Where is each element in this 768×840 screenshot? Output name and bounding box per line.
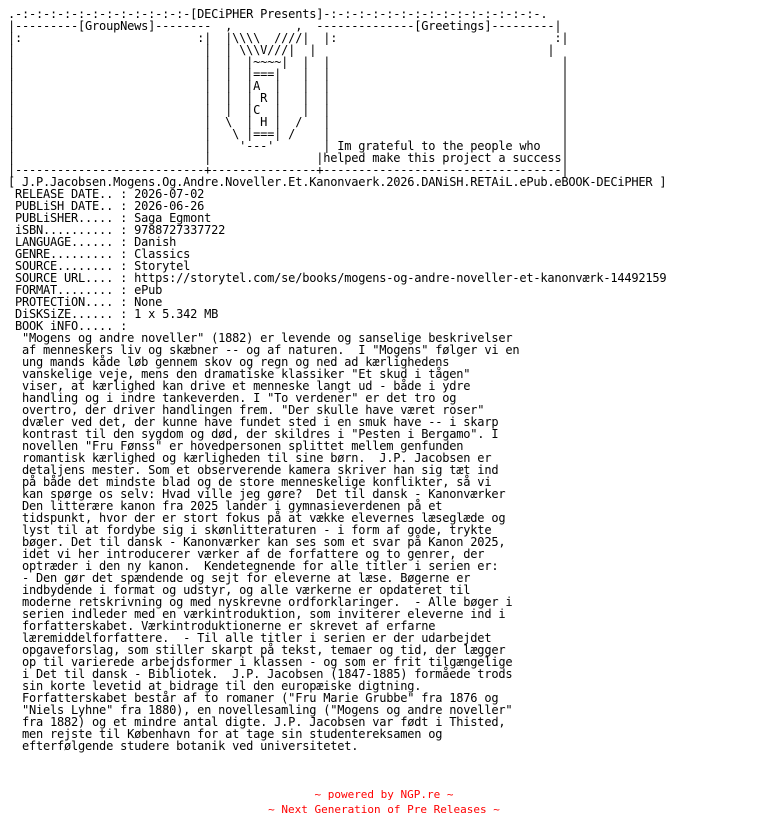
nfo-line: | | \ | H | / | | [8, 115, 569, 129]
nfo-line: vanskelige veje, mens den dramatiske klassiker "Et skud i tågen" [8, 367, 471, 381]
footer-tagline: ~ Next Generation of Pre Releases ~ [268, 803, 500, 816]
nfo-line: "Mogens og andre noveller" (1882) er levende og sanselige beskrivelser [8, 331, 513, 345]
nfo-line: læremiddelforfattere. - Til alle titler i serien er der udarbejdet [8, 631, 492, 645]
nfo-line: af menneskers liv og skæbner -- og af naturen. I "Mogens" følger vi en [8, 343, 520, 357]
nfo-line: ung mands kåde løb gennem skov og regn og ned ad kærlighedens [8, 355, 450, 369]
nfo-line: | | | |===| | | | [8, 67, 569, 81]
nfo-line: i Det til dansk - Bibliotek. J.P. Jacobsen (1847-1885) formåede trods [8, 667, 513, 681]
nfo-line: PUBLiSHER..... : Saga Egmont [8, 211, 212, 225]
nfo-line: |---------------------------+---------------+----------------------------------| [8, 163, 569, 177]
nfo-line: .-:-:-:-:-:-:-:-:-:-:-:-:-[DECiPHER Presents]-:-:-:-:-:-:-:-:-:-:-:-:-:-:-:-. [8, 7, 548, 21]
nfo-line: |: :| |\\\\ ////| |: :| [8, 31, 569, 45]
nfo-line: PUBLiSH DATE.. : 2026-06-26 [8, 199, 205, 213]
nfo-line: PROTECTiON.... : None [8, 295, 163, 309]
nfo-line: kan spørge os selv: Hvad ville jeg gøre? Det til dansk - Kanonværker [8, 487, 506, 501]
nfo-line: indbydende i format og udstyr, og alle værkerne er opdateret til [8, 583, 471, 597]
nfo-line: - Den gør det spændende og sejt for eleverne at læse. Bøgerne er [8, 571, 471, 585]
nfo-line: | | | | R | | | | [8, 91, 569, 105]
nfo-line: overtro, der driver handlingen frem. "Der skulle have været roser" [8, 403, 485, 417]
nfo-line: bøger. Det til dansk - Kanonværker kan ses som et svar på Kanon 2025, [8, 535, 506, 549]
nfo-line: |---------[GroupNews]-------- , , --------------[Greetings]---------| [8, 19, 562, 33]
nfo-line: | | '---' | Im grateful to the people who | [8, 139, 569, 153]
footer-powered-by: ~ powered by NGP.re ~ [314, 788, 454, 801]
nfo-line: optræder i den ny kanon. Kendetegnende for alle titler i serien er: [8, 559, 499, 573]
nfo-line: opgaveforslag, som stiller skarpt på tekst, temaer og tid, der lægger [8, 643, 506, 657]
nfo-line: SOURCE URL.... : https://storytel.com/se/books/mogens-og-andre-noveller-et-kanonværk-14492159 [8, 271, 667, 285]
nfo-line: iSBN.......... : 9788727337722 [8, 223, 226, 237]
nfo-line: men rejste til København for at tage sin studentereksamen og [8, 727, 443, 741]
nfo-line: Forfatterskabet består af to romaner ("Fru Marie Grubbe" fra 1876 og [8, 691, 499, 705]
nfo-line: | | | |C | | | | [8, 103, 569, 117]
nfo-line: idet vi her introducerer værker af de forfattere og to genrer, der [8, 547, 485, 561]
nfo-line: detaljens mester. Som et observerende kamera skriver han sig tæt ind [8, 463, 499, 477]
nfo-line: kontrast til den sygdom og død, der skildres i "Pesten i Bergamo". I [8, 427, 499, 441]
nfo-line: | | |helped make this project a success| [8, 151, 569, 165]
nfo-line: Den litterære kanon fra 2025 lander i gymnasieverdenen på et [8, 499, 443, 513]
nfo-line: moderne retskrivning og med nyskrevne ordforklaringer. - Alle bøger i [8, 595, 513, 609]
nfo-line: | | \ |===| / | | [8, 127, 569, 141]
nfo-line: fra 1882) og et mindre antal digte. J.P. Jacobsen var født i Thisted, [8, 715, 506, 729]
nfo-line: | | | |A | | | | [8, 79, 569, 93]
nfo-line: handling og i indre tankeverden. I "To verdener" er det tro og [8, 391, 457, 405]
nfo-line: novellen "Fru Fønss" er hovedpersonen splittet mellem genfunden [8, 439, 464, 453]
nfo-line: viser, at kærlighed kan drive et menneske langt ud - både i ydre [8, 379, 471, 393]
nfo-line: [ J.P.Jacobsen.Mogens.Og.Andre.Noveller.Et.Kanonvaerk.2026.DANiSH.RETAiL.ePub.eBOOK-DECiPHER ] [8, 175, 667, 189]
nfo-text [8, 8, 666, 752]
nfo-line: LANGUAGE...... : Danish [8, 235, 177, 249]
nfo-line: SOURCE........ : Storytel [8, 259, 191, 273]
nfo-line: sin korte levetid at bidrage til den europæiske digtning. [8, 679, 422, 693]
nfo-line: lyst til at fordybe sig i skønlitteraturen - i form af gode, trykte [8, 523, 492, 537]
nfo-line: DiSKSiZE...... : 1 x 5.342 MB [8, 307, 219, 321]
nfo-line: | | | |~~~~| | | | [8, 55, 569, 69]
nfo-line: tidspunkt, hvor der er stort fokus på at vække elevernes læseglæde og [8, 511, 506, 525]
nfo-line: "Niels Lyhne" fra 1880), en novellesamling ("Mogens og andre noveller" [8, 703, 513, 717]
nfo-line: romantisk kærlighed og kærligheden til sine børn. J.P. Jacobsen er [8, 451, 492, 465]
nfo-line: op til varierede arbejdsformer i klassen - og som er frit tilgængelige [8, 655, 513, 669]
nfo-line: serien indleder med en værkintroduktion, som inviterer eleverne ind i [8, 607, 506, 621]
nfo-line: FORMAT........ : ePub [8, 283, 163, 297]
nfo-line: forfatterskabet. Værkintroduktionerne er skrevet af erfarne [8, 619, 436, 633]
nfo-line: efterfølgende studere botanik ved universitetet. [8, 739, 359, 753]
nfo-line: GENRE......... : Classics [8, 247, 191, 261]
nfo-line: RELEASE DATE.. : 2026-07-02 [8, 187, 205, 201]
nfo-line: på både det mindste blad og de store menneskelige konflikter, så vi [8, 475, 492, 489]
nfo-line: dvæler ved det, der kunne have fundet sted i en smuk have -- i skarp [8, 415, 499, 429]
nfo-line: BOOK iNFO..... : [8, 319, 128, 333]
nfo-line: | | | \\\V///| | | [8, 43, 555, 57]
